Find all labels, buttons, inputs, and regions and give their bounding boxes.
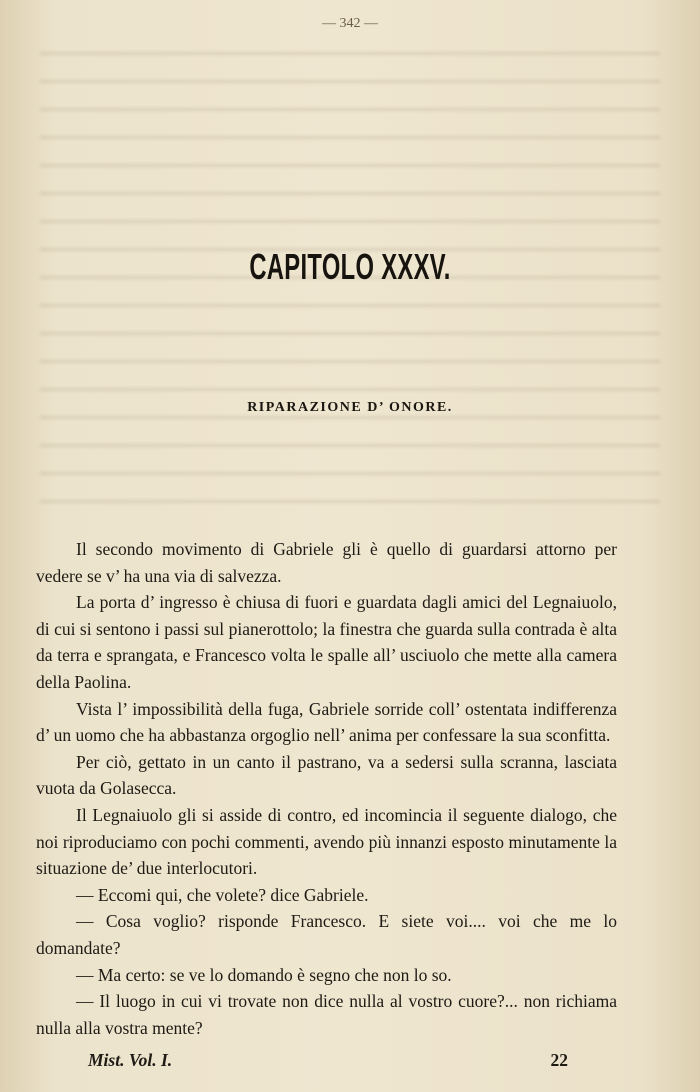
top-folio: — 342 —: [322, 16, 378, 31]
paragraph: Vista l’ impossibilità della fuga, Gabriele sorride coll’ ostentata indifferenza d’ un uomo che ha abbastanza orgoglio nell’ anima per confessare la sua sconfitta.: [36, 698, 617, 746]
chapter-subtitle: RIPARAZIONE D’ ONORE.: [247, 400, 453, 415]
page-number: 22: [550, 1050, 568, 1070]
dialogue-line: — Ma certo: se ve lo domando è segno che non lo so.: [76, 964, 452, 985]
dialogue-line: — Eccomi qui, che volete? dice Gabriele.: [76, 884, 369, 905]
chapter-title: CAPITOLO XXXV.: [249, 246, 451, 287]
dialogue-line: — Cosa voglio? risponde Francesco. E siete voi.... voi che me lo domandate?: [36, 911, 617, 958]
paragraph: Per ciò, gettato in un canto il pastrano, va a sedersi sulla scranna, lasciata vuota da Golasecca.: [36, 751, 617, 799]
signature-mark: Mist. Vol. I.: [88, 1050, 173, 1070]
dialogue-line: — Il luogo in cui vi trovate non dice nulla al vostro cuore?... non richiama nulla alla vostra mente?: [36, 991, 617, 1038]
paragraph: La porta d’ ingresso è chiusa di fuori e guardata dagli amici del Legnaiuolo, di cui si sentono i passi sul pianerottolo; la finestra che guarda sulla contrada è alta da terra e sprangata, e Francesco volta le spalle all’ usciuolo che mette alla camera della Paolina.: [36, 592, 617, 692]
body-text: [36, 536, 617, 1041]
paragraph: Il Legnaiuolo gli si asside di contro, ed incomincia il seguente dialogo, che noi riproduciamo con pochi commenti, avendo più innanzi esposto minutamente la situazione de’ due interlocutori.: [36, 804, 617, 879]
page-footer: [88, 1050, 568, 1071]
paragraph: Il secondo movimento di Gabriele gli è quello di guardarsi attorno per vedere se v’ ha una via di salvezza.: [36, 539, 617, 586]
